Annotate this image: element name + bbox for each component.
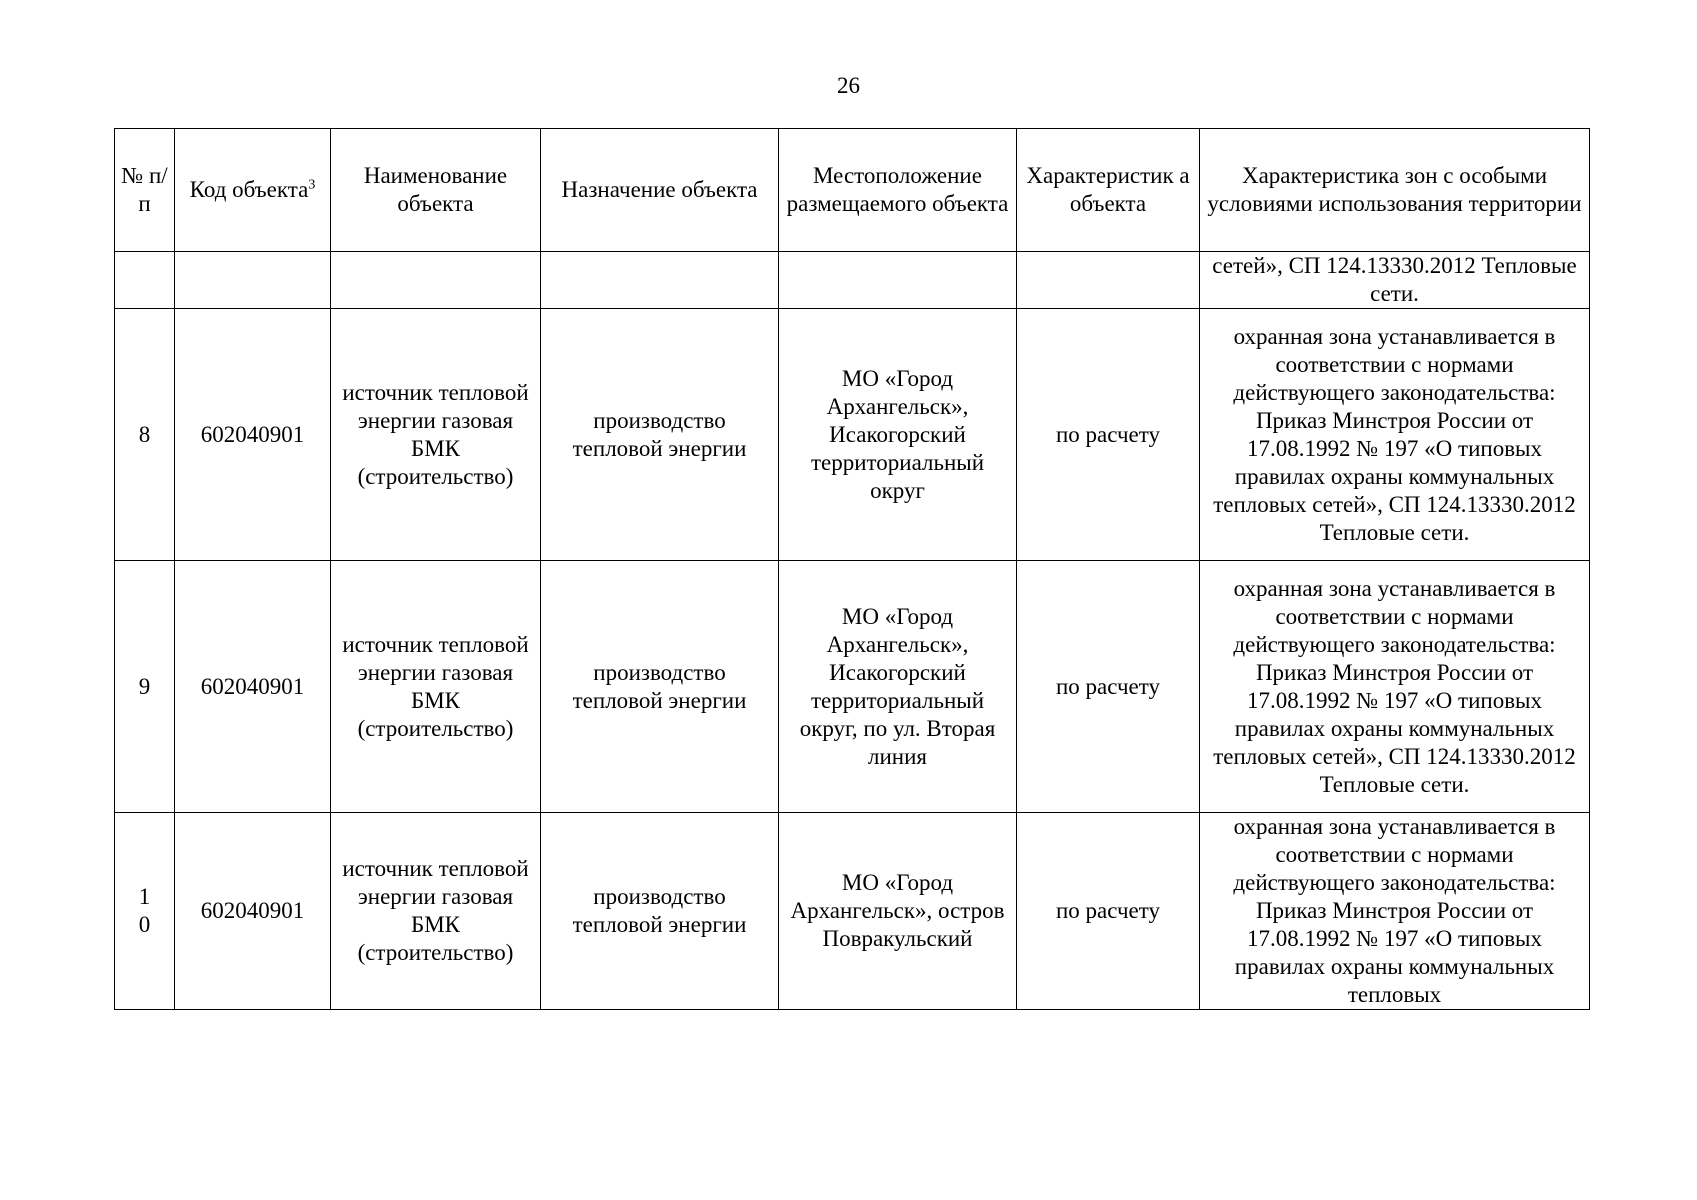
cell-empty xyxy=(1017,252,1200,309)
cell-code: 602040901 xyxy=(175,561,331,813)
header-name: Наименование объекта xyxy=(331,129,541,252)
cell-code: 602040901 xyxy=(175,309,331,561)
cell-num-text: 10 xyxy=(138,884,151,937)
cell-characteristic: по расчету xyxy=(1017,813,1200,1010)
cell-location: МО «Город Архангельск», остров Повракульский xyxy=(779,813,1017,1010)
objects-table xyxy=(114,128,1590,1010)
cell-purpose: производство тепловой энергии xyxy=(541,561,779,813)
cell-location: МО «Город Архангельск», Исакогорский территориальный округ xyxy=(779,309,1017,561)
cell-name: источник тепловой энергии газовая БМК (строительство) xyxy=(331,813,541,1010)
cell-empty xyxy=(331,252,541,309)
table-row xyxy=(115,813,1590,1010)
cell-name: источник тепловой энергии газовая БМК (строительство) xyxy=(331,561,541,813)
cell-zones: охранная зона устанавливается в соответствии с нормами действующего законодательства: Приказ Минстроя России от 17.08.1992 № 197 «О типовых правилах охраны коммунальных тепловых xyxy=(1200,813,1590,1010)
cell-characteristic: по расчету xyxy=(1017,561,1200,813)
cell-empty xyxy=(115,252,175,309)
cell-code: 602040901 xyxy=(175,813,331,1010)
cell-num: 9 xyxy=(115,561,175,813)
cell-purpose: производство тепловой энергии xyxy=(541,309,779,561)
header-characteristic: Характеристик а объекта xyxy=(1017,129,1200,252)
cell-num xyxy=(115,813,175,1010)
header-code xyxy=(175,129,331,252)
table-row xyxy=(115,309,1590,561)
table-header-row xyxy=(115,129,1590,252)
cell-characteristic: по расчету xyxy=(1017,309,1200,561)
header-purpose: Назначение объекта xyxy=(541,129,779,252)
cell-zones: сетей», СП 124.13330.2012 Тепловые сети. xyxy=(1200,252,1590,309)
cell-location: МО «Город Архангельск», Исакогорский территориальный округ, по ул. Вторая линия xyxy=(779,561,1017,813)
cell-zones: охранная зона устанавливается в соответствии с нормами действующего законодательства: Приказ Минстроя России от 17.08.1992 № 197 «О типовых правилах охраны коммунальных тепловых сетей», СП 124.13330.2012 Тепловые сети. xyxy=(1200,309,1590,561)
header-code-footnote: 3 xyxy=(308,177,316,193)
cell-name: источник тепловой энергии газовая БМК (строительство) xyxy=(331,309,541,561)
page-number: 26 xyxy=(837,73,860,98)
header-code-text: Код объекта xyxy=(189,177,309,202)
cell-empty xyxy=(541,252,779,309)
table-row-continuation xyxy=(115,252,1590,309)
header-zones: Характеристика зон с особыми условиями использования территории xyxy=(1200,129,1590,252)
table-row xyxy=(115,561,1590,813)
cell-zones: охранная зона устанавливается в соответствии с нормами действующего законодательства: Приказ Минстроя России от 17.08.1992 № 197 «О типовых правилах охраны коммунальных тепловых сетей», СП 124.13330.2012 Тепловые сети. xyxy=(1200,561,1590,813)
header-num: № п/п xyxy=(115,129,175,252)
cell-empty xyxy=(175,252,331,309)
cell-num: 8 xyxy=(115,309,175,561)
cell-empty xyxy=(779,252,1017,309)
header-location: Местоположение размещаемого объекта xyxy=(779,129,1017,252)
cell-purpose: производство тепловой энергии xyxy=(541,813,779,1010)
